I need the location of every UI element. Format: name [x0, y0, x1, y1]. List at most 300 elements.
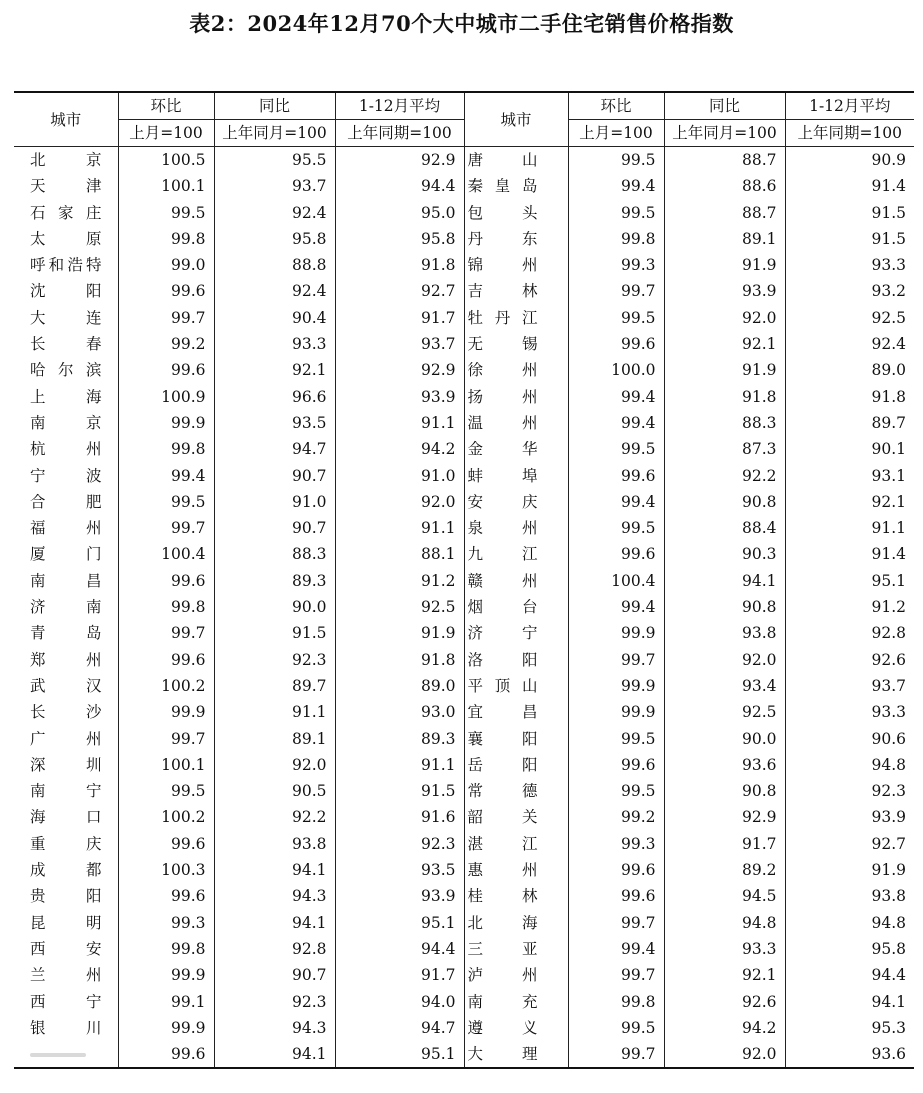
cell-yoy-right: [664, 699, 785, 725]
cell-yoy-right: [664, 436, 785, 462]
cell-avg-left: [335, 436, 464, 462]
index-value: 89.0: [871, 361, 906, 380]
cell-mom-left: [118, 936, 214, 962]
cell-yoy-left: [214, 541, 335, 567]
cell-mom-right: [568, 1041, 664, 1068]
cell-yoy-left: [214, 147, 335, 174]
index-value: 92.2: [741, 466, 777, 485]
index-value: 100.4: [611, 571, 656, 590]
cell-yoy-left: [214, 620, 335, 646]
cell-avg-left: [335, 699, 464, 725]
cell-yoy-left: [214, 752, 335, 778]
cell-avg-right: [785, 699, 914, 725]
cell-yoy-left: [214, 331, 335, 357]
cell-city-right: [464, 568, 568, 594]
cell-avg-right: [785, 831, 914, 857]
cell-city-right: [464, 384, 568, 410]
city-name: 秦皇岛: [467, 177, 538, 196]
cell-avg-right: [785, 147, 914, 174]
cell-city-left: [14, 278, 118, 304]
index-value: 89.2: [741, 861, 777, 880]
city-name: 丹东: [467, 229, 538, 248]
city-name: 青岛: [30, 624, 102, 643]
cell-yoy-right: [664, 226, 785, 252]
cell-avg-right: [785, 173, 914, 199]
index-value: 92.6: [741, 992, 777, 1011]
cell-mom-right: [568, 226, 664, 252]
cell-yoy-left: [214, 804, 335, 830]
city-name: 平顶山: [467, 676, 538, 695]
index-value: 100.1: [161, 177, 206, 196]
city-name: 襄阳: [467, 729, 538, 748]
table-row: [14, 989, 914, 1015]
city-name: 南宁: [30, 782, 102, 801]
cell-yoy-left: [214, 357, 335, 383]
cell-yoy-left: [214, 200, 335, 226]
table-body: [14, 147, 914, 1069]
index-value: 99.6: [170, 282, 206, 301]
cell-mom-right: [568, 410, 664, 436]
index-value: 99.6: [170, 650, 206, 669]
cell-mom-right: [568, 857, 664, 883]
cell-city-right: [464, 515, 568, 541]
cell-city-left: [14, 831, 118, 857]
cell-city-left: [14, 1015, 118, 1041]
index-value: 99.3: [620, 834, 656, 853]
city-name: 银川: [30, 1018, 102, 1037]
cell-avg-left: [335, 305, 464, 331]
cell-yoy-left: [214, 910, 335, 936]
cell-city-left: [14, 620, 118, 646]
cell-mom-left: [118, 1015, 214, 1041]
index-value: 99.9: [620, 676, 656, 695]
table-row: [14, 436, 914, 462]
index-value: 94.8: [871, 755, 906, 774]
header-avg-right: 1-12月平均: [785, 92, 914, 120]
cell-mom-right: [568, 200, 664, 226]
cell-mom-right: [568, 252, 664, 278]
table-row: [14, 804, 914, 830]
cell-city-left: [14, 752, 118, 778]
index-value: 92.5: [420, 598, 456, 617]
cell-avg-right: [785, 410, 914, 436]
index-value: 93.6: [741, 755, 777, 774]
city-name: 大连: [30, 308, 102, 327]
cell-mom-right: [568, 699, 664, 725]
cell-mom-right: [568, 436, 664, 462]
table-row: [14, 962, 914, 988]
cell-yoy-right: [664, 989, 785, 1015]
index-value: 99.5: [620, 729, 656, 748]
blurred-city-mark: [30, 1053, 86, 1057]
cell-mom-left: [118, 331, 214, 357]
cell-city-right: [464, 726, 568, 752]
table-row: [14, 857, 914, 883]
index-value: 92.7: [420, 282, 456, 301]
cell-yoy-right: [664, 647, 785, 673]
index-value: 91.2: [420, 571, 456, 590]
city-name: 无锡: [467, 335, 538, 354]
cell-yoy-right: [664, 752, 785, 778]
cell-yoy-left: [214, 647, 335, 673]
cell-city-right: [464, 410, 568, 436]
index-value: 87.3: [741, 440, 777, 459]
index-value: 93.3: [871, 703, 906, 722]
index-value: 99.6: [620, 335, 656, 354]
index-value: 93.2: [871, 282, 906, 301]
table-header: [14, 92, 914, 147]
index-value: 95.1: [871, 571, 906, 590]
index-value: 90.4: [291, 308, 327, 327]
cell-yoy-left: [214, 699, 335, 725]
index-value: 95.8: [420, 229, 456, 248]
index-value: 91.2: [871, 598, 906, 617]
cell-yoy-left: [214, 1015, 335, 1041]
cell-city-left: [14, 384, 118, 410]
city-name: 锦州: [467, 256, 538, 275]
index-value: 91.9: [741, 361, 777, 380]
index-value: 91.5: [420, 782, 456, 801]
index-value: 99.7: [620, 282, 656, 301]
index-value: 95.8: [871, 939, 906, 958]
cell-city-left: [14, 331, 118, 357]
index-value: 99.7: [620, 650, 656, 669]
city-name: 长春: [30, 335, 102, 354]
cell-mom-right: [568, 594, 664, 620]
index-value: 93.9: [420, 387, 456, 406]
index-value: 94.8: [871, 913, 906, 932]
cell-city-right: [464, 357, 568, 383]
index-value: 94.4: [420, 939, 456, 958]
cell-avg-left: [335, 989, 464, 1015]
cell-mom-right: [568, 883, 664, 909]
cell-city-left: [14, 515, 118, 541]
cell-avg-left: [335, 804, 464, 830]
index-value: 99.6: [170, 834, 206, 853]
index-value: 92.0: [741, 1045, 777, 1064]
city-name: 吉林: [467, 282, 538, 301]
index-value: 99.5: [170, 492, 206, 511]
index-value: 90.6: [871, 729, 906, 748]
index-value: 94.1: [291, 913, 327, 932]
cell-mom-left: [118, 200, 214, 226]
city-name: 九江: [467, 545, 538, 564]
city-name: 桂林: [467, 887, 538, 906]
cell-city-right: [464, 857, 568, 883]
price-index-table: [14, 91, 914, 1069]
city-name: 石家庄: [30, 203, 102, 222]
index-value: 93.8: [871, 887, 906, 906]
index-value: 91.1: [871, 519, 906, 538]
index-value: 99.6: [170, 1045, 206, 1064]
city-name: 遵义: [467, 1018, 538, 1037]
table-row: [14, 1015, 914, 1041]
table-row: [14, 173, 914, 199]
index-value: 88.4: [741, 519, 777, 538]
city-name: 太原: [30, 229, 102, 248]
cell-city-right: [464, 752, 568, 778]
cell-mom-left: [118, 699, 214, 725]
index-value: 92.1: [871, 492, 906, 511]
index-value: 89.7: [871, 413, 906, 432]
index-value: 94.4: [420, 177, 456, 196]
index-value: 91.5: [871, 203, 906, 222]
cell-city-left: [14, 1041, 118, 1068]
index-value: 93.3: [741, 939, 777, 958]
index-value: 99.7: [170, 519, 206, 538]
index-value: 99.6: [620, 466, 656, 485]
cell-avg-left: [335, 384, 464, 410]
cell-avg-left: [335, 620, 464, 646]
index-value: 93.9: [420, 887, 456, 906]
table-row: [14, 831, 914, 857]
index-value: 89.1: [741, 229, 777, 248]
cell-mom-left: [118, 568, 214, 594]
index-value: 99.8: [170, 939, 206, 958]
index-value: 90.7: [291, 966, 327, 985]
index-value: 99.5: [620, 519, 656, 538]
city-name: 三亚: [467, 939, 538, 958]
cell-mom-right: [568, 147, 664, 174]
cell-yoy-left: [214, 726, 335, 752]
cell-yoy-left: [214, 673, 335, 699]
table-row: [14, 726, 914, 752]
cell-mom-left: [118, 831, 214, 857]
city-name: 西宁: [30, 992, 102, 1011]
city-name: 烟台: [467, 598, 538, 617]
index-value: 91.7: [420, 966, 456, 985]
city-name: 哈尔滨: [30, 361, 102, 380]
index-value: 100.9: [161, 387, 206, 406]
cell-yoy-left: [214, 278, 335, 304]
city-name: 南昌: [30, 571, 102, 590]
city-name: 武汉: [30, 676, 102, 695]
index-value: 94.7: [420, 1018, 456, 1037]
cell-avg-right: [785, 883, 914, 909]
cell-avg-left: [335, 541, 464, 567]
index-value: 99.7: [170, 308, 206, 327]
cell-city-left: [14, 541, 118, 567]
cell-yoy-right: [664, 357, 785, 383]
cell-avg-left: [335, 962, 464, 988]
index-value: 94.1: [291, 1045, 327, 1064]
cell-city-right: [464, 278, 568, 304]
index-value: 91.4: [871, 177, 906, 196]
index-value: 92.9: [420, 361, 456, 380]
index-value: 99.6: [620, 755, 656, 774]
index-value: 99.0: [170, 256, 206, 275]
city-name: 重庆: [30, 834, 102, 853]
index-value: 99.9: [170, 413, 206, 432]
cell-yoy-left: [214, 173, 335, 199]
cell-avg-left: [335, 910, 464, 936]
table-row: [14, 594, 914, 620]
cell-city-right: [464, 1015, 568, 1041]
cell-city-right: [464, 200, 568, 226]
cell-avg-left: [335, 778, 464, 804]
cell-city-left: [14, 173, 118, 199]
cell-city-left: [14, 305, 118, 331]
index-value: 99.5: [170, 782, 206, 801]
index-value: 91.4: [871, 545, 906, 564]
city-name: 深圳: [30, 755, 102, 774]
cell-city-left: [14, 147, 118, 174]
city-name: 包头: [467, 203, 538, 222]
index-value: 93.9: [871, 808, 906, 827]
index-value: 100.3: [161, 861, 206, 880]
city-name: 常德: [467, 782, 538, 801]
cell-mom-left: [118, 357, 214, 383]
index-value: 93.5: [291, 413, 327, 432]
cell-avg-left: [335, 278, 464, 304]
cell-avg-right: [785, 436, 914, 462]
cell-avg-left: [335, 568, 464, 594]
cell-mom-left: [118, 857, 214, 883]
index-value: 90.8: [741, 598, 777, 617]
cell-mom-right: [568, 831, 664, 857]
cell-city-right: [464, 962, 568, 988]
index-value: 99.9: [170, 1018, 206, 1037]
index-value: 94.5: [741, 887, 777, 906]
city-name: 徐州: [467, 361, 538, 380]
index-value: 90.0: [291, 598, 327, 617]
index-value: 99.2: [620, 808, 656, 827]
city-name: 赣州: [467, 571, 538, 590]
cell-yoy-right: [664, 910, 785, 936]
cell-yoy-left: [214, 962, 335, 988]
index-value: 88.3: [291, 545, 327, 564]
cell-mom-left: [118, 278, 214, 304]
cell-city-left: [14, 936, 118, 962]
index-value: 91.8: [420, 256, 456, 275]
cell-city-right: [464, 778, 568, 804]
table-row: [14, 384, 914, 410]
city-name: 唐山: [467, 151, 538, 169]
index-value: 95.1: [420, 913, 456, 932]
cell-mom-right: [568, 804, 664, 830]
index-value: 100.2: [161, 808, 206, 827]
cell-avg-right: [785, 620, 914, 646]
index-value: 88.8: [291, 256, 327, 275]
index-value: 99.1: [170, 992, 206, 1011]
cell-mom-left: [118, 752, 214, 778]
index-value: 91.7: [741, 834, 777, 853]
cell-avg-right: [785, 647, 914, 673]
city-name: 湛江: [467, 834, 538, 853]
index-value: 92.4: [291, 282, 327, 301]
index-value: 92.1: [741, 966, 777, 985]
cell-mom-left: [118, 594, 214, 620]
cell-yoy-right: [664, 410, 785, 436]
cell-city-right: [464, 331, 568, 357]
header-avg-sub-right: 上年同期=100: [785, 120, 914, 147]
cell-mom-left: [118, 726, 214, 752]
index-value: 93.3: [291, 335, 327, 354]
city-name: 兰州: [30, 966, 102, 985]
cell-avg-right: [785, 200, 914, 226]
table-row: [14, 673, 914, 699]
index-value: 99.3: [170, 913, 206, 932]
index-value: 92.3: [291, 650, 327, 669]
cell-mom-left: [118, 883, 214, 909]
cell-mom-right: [568, 936, 664, 962]
index-value: 92.0: [741, 308, 777, 327]
cell-yoy-left: [214, 989, 335, 1015]
header-yoy-right: 同比: [664, 92, 785, 120]
index-value: 92.0: [741, 650, 777, 669]
cell-yoy-right: [664, 673, 785, 699]
cell-mom-right: [568, 515, 664, 541]
cell-yoy-left: [214, 515, 335, 541]
index-value: 93.0: [420, 703, 456, 722]
index-value: 99.5: [170, 203, 206, 222]
index-value: 91.7: [420, 308, 456, 327]
cell-avg-left: [335, 647, 464, 673]
city-name: 济南: [30, 598, 102, 617]
cell-avg-right: [785, 673, 914, 699]
city-name: 天津: [30, 177, 102, 196]
index-value: 90.8: [741, 492, 777, 511]
cell-yoy-left: [214, 436, 335, 462]
cell-avg-left: [335, 331, 464, 357]
cell-avg-left: [335, 936, 464, 962]
cell-yoy-right: [664, 778, 785, 804]
index-value: 99.4: [620, 177, 656, 196]
cell-city-right: [464, 436, 568, 462]
index-value: 89.7: [291, 676, 327, 695]
cell-avg-left: [335, 147, 464, 174]
table-row: [14, 883, 914, 909]
cell-mom-left: [118, 410, 214, 436]
index-value: 91.9: [871, 861, 906, 880]
index-value: 90.7: [291, 466, 327, 485]
cell-city-left: [14, 489, 118, 515]
table-row: [14, 778, 914, 804]
index-value: 99.5: [620, 1018, 656, 1037]
cell-yoy-left: [214, 489, 335, 515]
cell-yoy-left: [214, 857, 335, 883]
city-name: 安庆: [467, 492, 538, 511]
table-row: [14, 200, 914, 226]
cell-yoy-left: [214, 463, 335, 489]
index-value: 93.9: [741, 282, 777, 301]
index-value: 95.5: [291, 151, 327, 169]
index-value: 94.4: [871, 966, 906, 985]
city-name: 蚌埠: [467, 466, 538, 485]
cell-city-right: [464, 831, 568, 857]
cell-mom-left: [118, 252, 214, 278]
index-value: 99.5: [620, 308, 656, 327]
index-value: 100.1: [161, 755, 206, 774]
cell-yoy-right: [664, 173, 785, 199]
index-value: 89.1: [291, 729, 327, 748]
city-name: 扬州: [467, 387, 538, 406]
cell-avg-left: [335, 515, 464, 541]
cell-avg-right: [785, 962, 914, 988]
cell-mom-left: [118, 147, 214, 174]
cell-avg-right: [785, 726, 914, 752]
cell-avg-left: [335, 726, 464, 752]
header-yoy-sub-right: 上年同月=100: [664, 120, 785, 147]
table-row: [14, 541, 914, 567]
index-value: 91.6: [420, 808, 456, 827]
city-name: 北海: [467, 913, 538, 932]
table-row: [14, 568, 914, 594]
index-value: 99.4: [620, 598, 656, 617]
cell-city-left: [14, 226, 118, 252]
city-name: 金华: [467, 440, 538, 459]
index-value: 92.6: [871, 650, 906, 669]
